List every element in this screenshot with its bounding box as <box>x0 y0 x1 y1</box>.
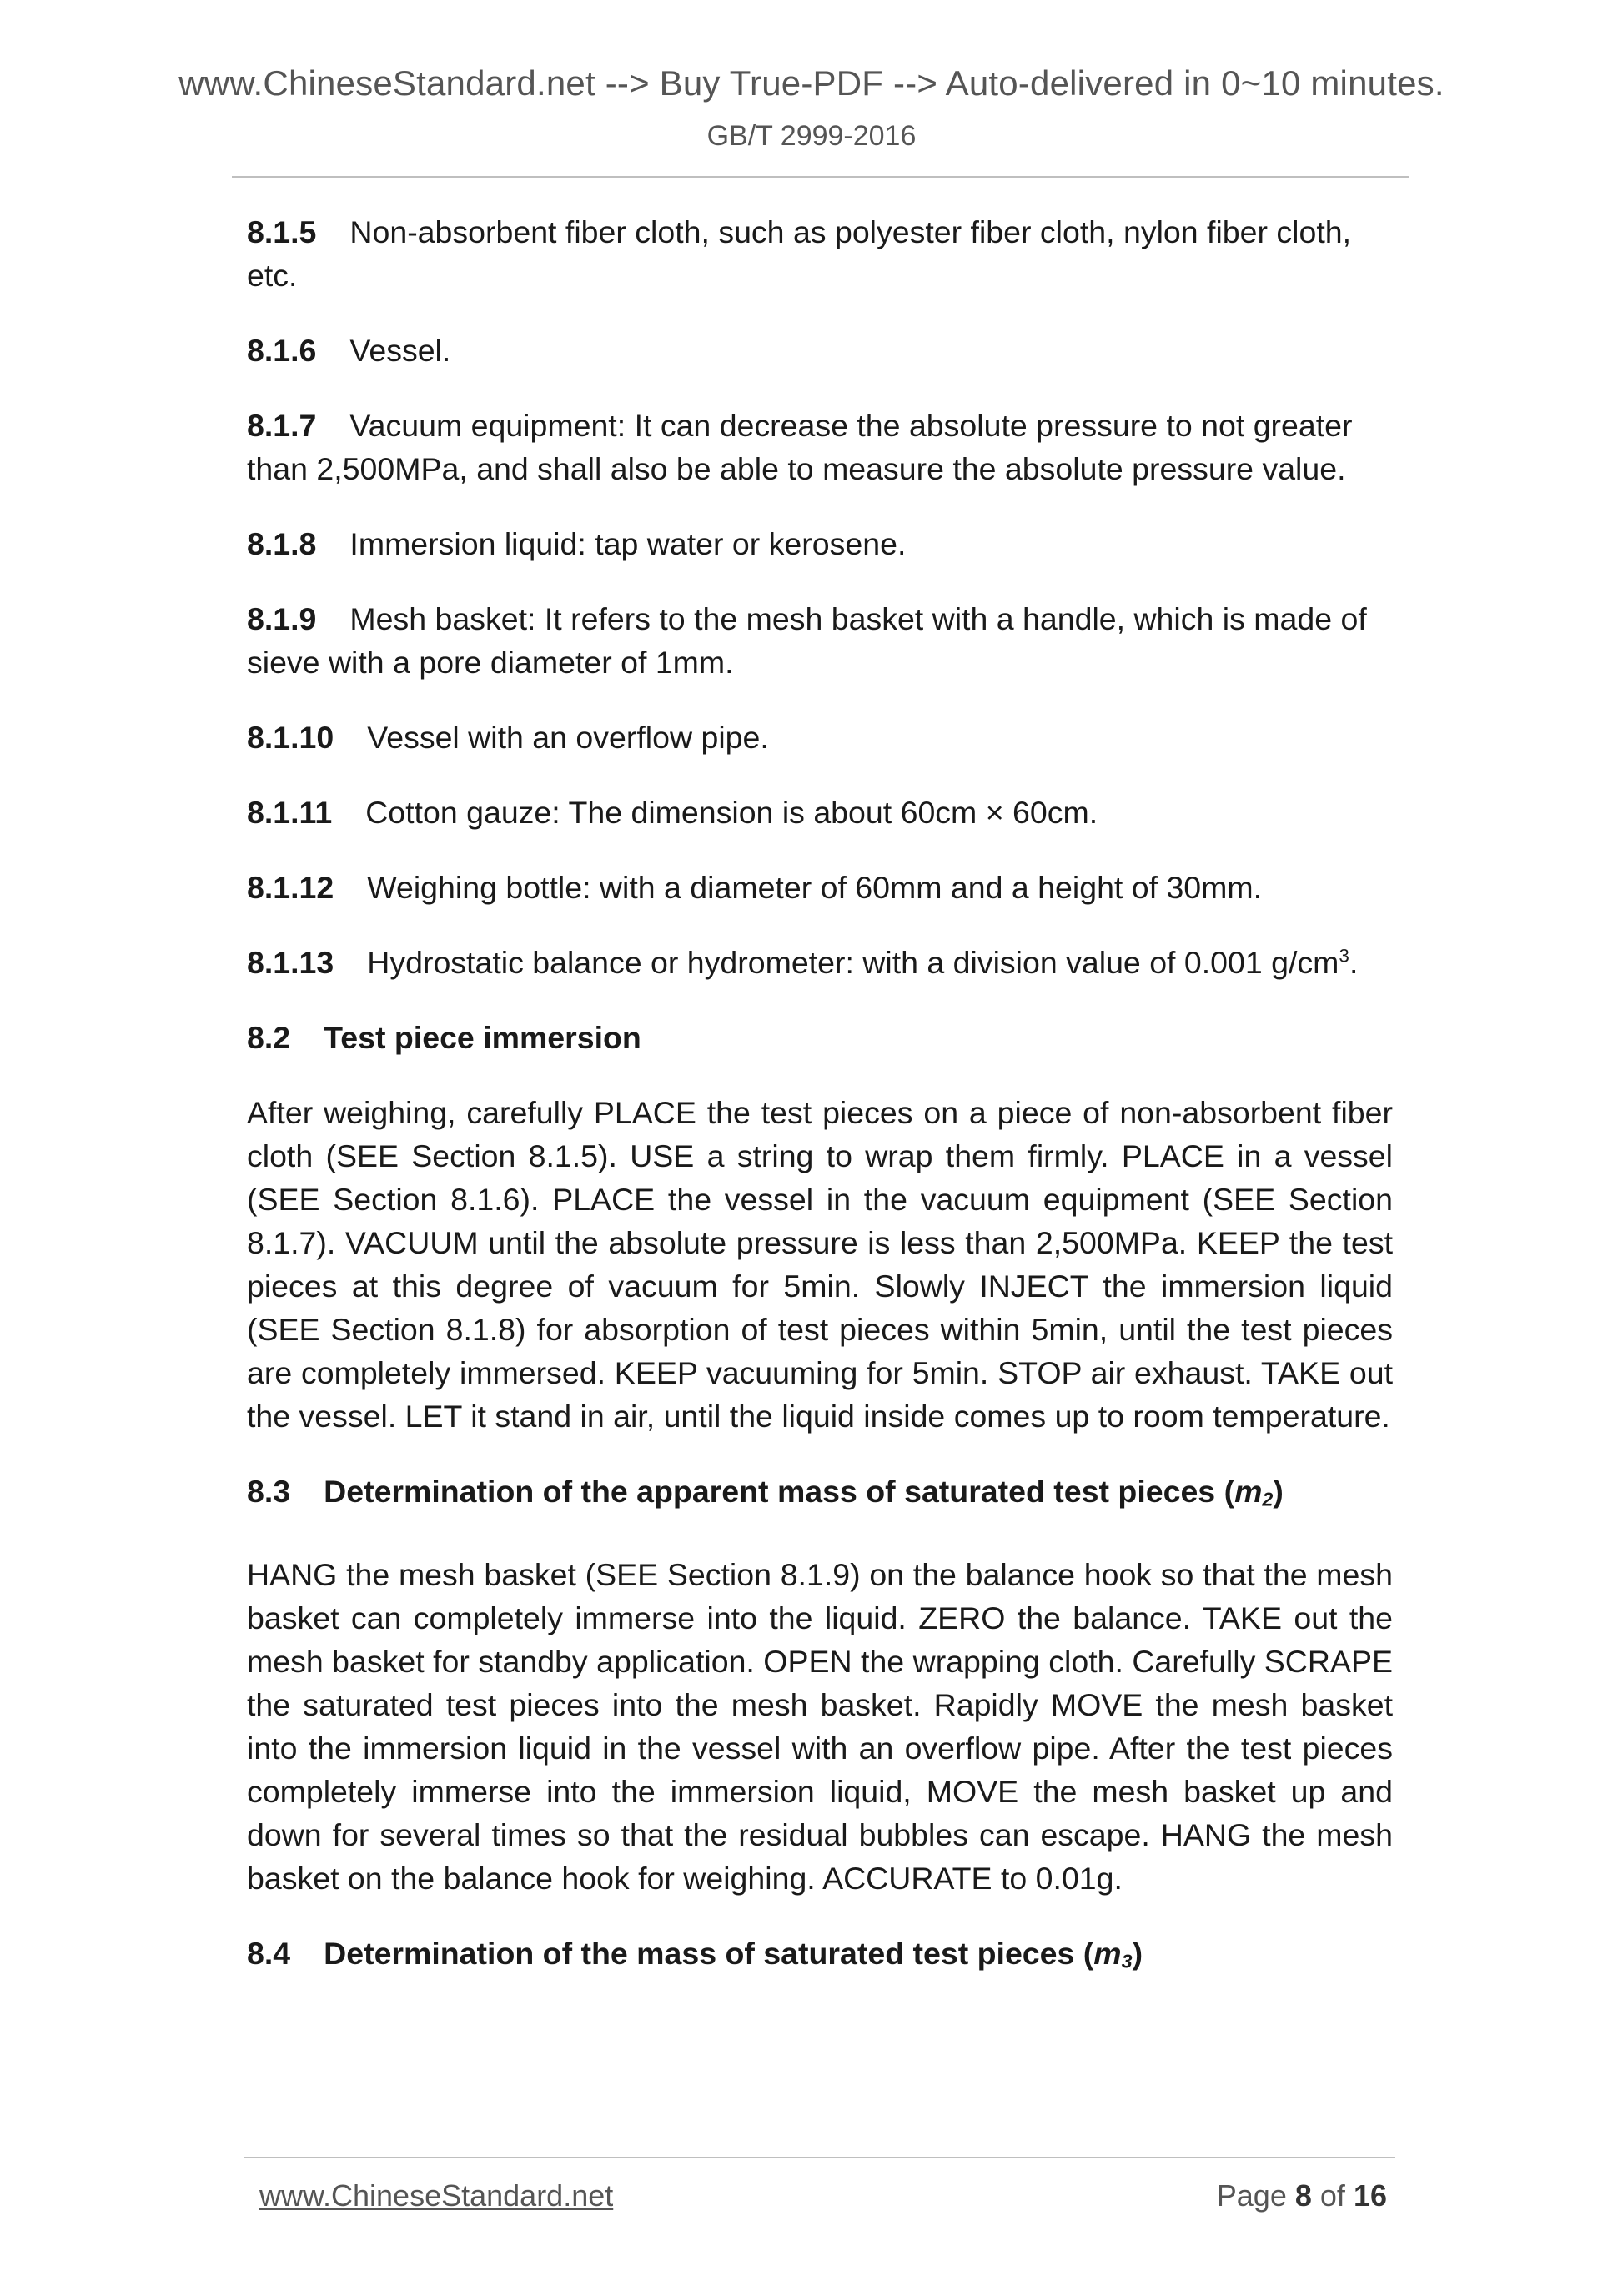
mass-symbol-subscript: 3 <box>1121 1950 1133 1972</box>
section-heading-8-4 <box>247 1932 1393 1983</box>
clause-text: Vacuum equipment: It can decrease the absolute pressure to not greater than 2,500MPa, and shall also be able to measure the absolute pressure value. <box>247 408 1353 486</box>
clause-number: 8.1.8 <box>247 526 317 561</box>
page-word: Page <box>1216 2178 1287 2213</box>
clause-8-1-8 <box>247 522 1393 565</box>
section-title-close: ) <box>1273 1474 1284 1509</box>
section-title: Test piece immersion <box>324 1020 641 1055</box>
footer-site-link[interactable]: www.ChineseStandard.net <box>259 2178 614 2213</box>
section-number: 8.3 <box>247 1474 291 1509</box>
section-number: 8.4 <box>247 1935 291 1971</box>
of-word: of <box>1319 2178 1345 2213</box>
section-number: 8.2 <box>247 1020 291 1055</box>
section-title-close: ) <box>1132 1935 1143 1971</box>
header-banner: www.ChineseStandard.net --> Buy True-PDF --> Auto-delivered in 0~10 minutes. <box>178 63 1445 103</box>
clause-text: Mesh basket: It refers to the mesh basket with a handle, which is made of sieve with a pore diameter of 1mm. <box>247 601 1367 680</box>
mass-symbol-letter: m <box>1093 1935 1122 1971</box>
clause-number: 8.1.13 <box>247 945 334 980</box>
clause-8-1-11 <box>247 791 1393 834</box>
clause-number: 8.1.5 <box>247 214 317 249</box>
clause-number: 8.1.6 <box>247 333 317 368</box>
clause-8-1-10 <box>247 716 1393 759</box>
header-divider <box>232 176 1409 178</box>
clause-number: 8.1.10 <box>247 720 334 755</box>
mass-symbol-subscript: 2 <box>1262 1488 1274 1510</box>
clause-text: Vessel. <box>349 333 451 368</box>
clause-text: Hydrostatic balance or hydrometer: with a division value of 0.001 g/cm <box>367 945 1339 980</box>
clause-text: Cotton gauze: The dimension is about 60cm × 60cm. <box>365 795 1098 830</box>
clause-number: 8.1.12 <box>247 870 334 905</box>
clause-8-1-6 <box>247 329 1393 372</box>
clause-text: Weighing bottle: with a diameter of 60mm and a height of 30mm. <box>367 870 1263 905</box>
clause-number: 8.1.9 <box>247 601 317 636</box>
clause-8-1-13 <box>247 941 1393 984</box>
clause-8-1-9 <box>247 597 1393 684</box>
section-body-8-3: HANG the mesh basket (SEE Section 8.1.9) on the balance hook so that the mesh basket can completely immerse into the liquid. ZERO the balance. TAKE out the mesh basket for standby application. OPEN the wrapping cloth. Carefully SCRAPE the saturated test pieces into the mesh basket. Rapidly MOVE the mesh basket into the immersion liquid in the vessel with an overflow pipe. After the test pieces completely immerse into the immersion liquid, MOVE the mesh basket up and down for several times so that the residual bubbles can escape. HANG the mesh basket on the balance hook for weighing. ACCURATE to 0.01g. <box>247 1556 1393 1896</box>
clause-text: Vessel with an overflow pipe. <box>367 720 769 755</box>
page-body <box>247 210 1393 2014</box>
mass-symbol <box>1093 1936 1132 1971</box>
section-heading-8-3 <box>247 1470 1393 1521</box>
section-body-8-2: After weighing, carefully PLACE the test pieces on a piece of non-absorbent fiber cloth (SEE Section 8.1.5). USE a string to wrap them firmly. PLACE in a vessel (SEE Section 8.1.6). PLACE the vessel in the vacuum equipment (SEE Section 8.1.7). VACUUM until the absolute pressure is less than 2,500MPa. KEEP the test pieces at this degree of vacuum for 5min. Slowly INJECT the immersion liquid (SEE Section 8.1.8) for absorption of test pieces within 5min, until the test pieces are completely immersed. KEEP vacuuming for 5min. STOP air exhaust. TAKE out the vessel. LET it stand in air, until the liquid inside comes up to room temperature. <box>247 1095 1393 1434</box>
page-total: 16 <box>1353 2178 1387 2213</box>
superscript: 3 <box>1339 945 1349 967</box>
standard-code: GB/T 2999-2016 <box>706 120 917 152</box>
page-number: 8 <box>1294 2178 1312 2213</box>
clause-8-1-7 <box>247 404 1393 490</box>
clause-text-end: . <box>1349 945 1359 980</box>
section-heading-8-2 <box>247 1016 1393 1059</box>
clause-number: 8.1.7 <box>247 408 317 443</box>
page-indicator <box>1217 2178 1387 2213</box>
section-title: Determination of the mass of saturated test pieces ( <box>324 1935 1094 1971</box>
clause-number: 8.1.11 <box>247 795 333 830</box>
mass-symbol <box>1234 1474 1273 1509</box>
clause-8-1-12 <box>247 866 1393 909</box>
section-title: Determination of the apparent mass of saturated test pieces ( <box>324 1474 1235 1509</box>
clause-text: Non-absorbent fiber cloth, such as polyester fiber cloth, nylon fiber cloth, etc. <box>247 214 1352 293</box>
clause-text: Immersion liquid: tap water or kerosene. <box>349 526 907 561</box>
clause-8-1-5 <box>247 210 1393 297</box>
footer-divider <box>244 2157 1395 2158</box>
mass-symbol-letter: m <box>1234 1474 1263 1509</box>
